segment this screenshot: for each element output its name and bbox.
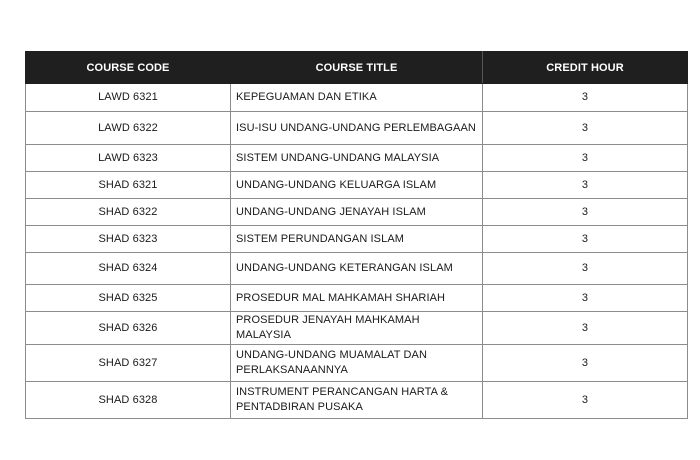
credit-hour-cell: 3: [483, 145, 688, 172]
course-title-cell: KEPEGUAMAN DAN ETIKA: [231, 84, 483, 112]
course-code-cell: SHAD 6326: [26, 312, 231, 345]
course-title-cell: ISU-ISU UNDANG-UNDANG PERLEMBAGAAN: [231, 112, 483, 145]
course-code-cell: LAWD 6322: [26, 112, 231, 145]
header-course-title: COURSE TITLE: [231, 52, 483, 84]
course-code-cell: SHAD 6322: [26, 199, 231, 226]
course-code-cell: SHAD 6323: [26, 226, 231, 253]
course-title-cell: SISTEM PERUNDANGAN ISLAM: [231, 226, 483, 253]
course-title-cell: PROSEDUR MAL MAHKAMAH SHARIAH: [231, 285, 483, 312]
credit-hour-cell: 3: [483, 285, 688, 312]
course-title-cell: PROSEDUR JENAYAH MAHKAMAH MALAYSIA: [231, 312, 483, 345]
credit-hour-cell: 3: [483, 199, 688, 226]
course-title-cell: SISTEM UNDANG-UNDANG MALAYSIA: [231, 145, 483, 172]
table-row: [26, 199, 688, 226]
credit-hour-cell: 3: [483, 345, 688, 382]
table-row: [26, 112, 688, 145]
table-row: [26, 226, 688, 253]
course-title-cell: UNDANG-UNDANG MUAMALAT DAN PERLAKSANAANNYA: [231, 345, 483, 382]
course-title-cell: UNDANG-UNDANG KELUARGA ISLAM: [231, 172, 483, 199]
course-code-cell: SHAD 6325: [26, 285, 231, 312]
course-code-cell: LAWD 6323: [26, 145, 231, 172]
course-code-cell: LAWD 6321: [26, 84, 231, 112]
course-title-cell: UNDANG-UNDANG KETERANGAN ISLAM: [231, 253, 483, 285]
course-table: [25, 51, 688, 419]
credit-hour-cell: 3: [483, 112, 688, 145]
table-row: [26, 253, 688, 285]
table-row: [26, 345, 688, 382]
table-row: [26, 172, 688, 199]
course-code-cell: SHAD 6328: [26, 382, 231, 419]
table-row: [26, 285, 688, 312]
course-code-cell: SHAD 6324: [26, 253, 231, 285]
credit-hour-cell: 3: [483, 226, 688, 253]
credit-hour-cell: 3: [483, 253, 688, 285]
course-title-cell: INSTRUMENT PERANCANGAN HARTA & PENTADBIRAN PUSAKA: [231, 382, 483, 419]
table-row: [26, 312, 688, 345]
table-row: [26, 84, 688, 112]
course-code-cell: SHAD 6327: [26, 345, 231, 382]
course-code-cell: SHAD 6321: [26, 172, 231, 199]
course-title-cell: UNDANG-UNDANG JENAYAH ISLAM: [231, 199, 483, 226]
credit-hour-cell: 3: [483, 382, 688, 419]
header-credit-hour: CREDIT HOUR: [483, 52, 688, 84]
credit-hour-cell: 3: [483, 312, 688, 345]
credit-hour-cell: 3: [483, 172, 688, 199]
header-course-code: COURSE CODE: [26, 52, 231, 84]
table-header-row: [26, 52, 688, 84]
credit-hour-cell: 3: [483, 84, 688, 112]
table-row: [26, 382, 688, 419]
table-row: [26, 145, 688, 172]
